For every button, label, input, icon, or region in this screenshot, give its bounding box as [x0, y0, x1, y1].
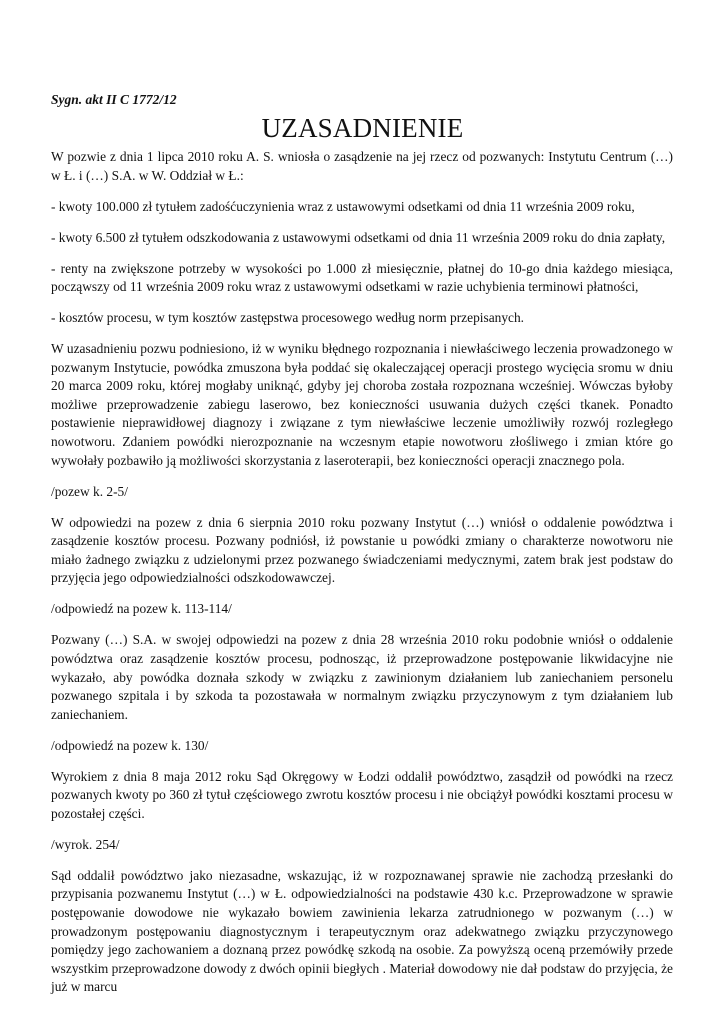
claim-item-annuity: - renty na zwiększone potrzeby w wysokości po 1.000 zł miesięcznie, płatnej do 10-go dnia każdego miesiąca, począwszy od 11 września 2009 roku wraz z ustawowymi odsetkami w razie uchybienia terminowi płatności, — [51, 260, 673, 295]
response-paragraph-institute: W odpowiedzi na pozew z dnia 6 sierpnia 2010 roku pozwany Instytut (…) wniósł o oddalenie powództwa i zasądzenie kosztów procesu. Pozwany podniósł, iż powstanie u powódki zmiany o charakterze nowotworu nie miało żadnego związku z udzielonymi przez pozwanego świadczeniami medycznymi, zatem brak jest podstaw do przyjęcia jego odpowiedzialności odszkodowawczej. — [51, 514, 673, 586]
reference-note: /odpowiedź na pozew k. 130/ — [51, 737, 209, 753]
case-signature: Sygn. akt II C 1772/12 — [51, 92, 177, 107]
document-body — [51, 148, 673, 1009]
response-paragraph-insurer: Pozwany (…) S.A. w swojej odpowiedzi na pozew z dnia 28 września 2010 roku podobnie wniósł o oddalenie powództwa oraz zasądzenie kosztów procesu, podnosząc, iż przeprowadzone postępowanie likwidacyjne nie wykazało, aby powódka doznała szkody w związku z zawinionym działaniem lub zaniechaniem personelu pozwanego szpitala i by szkoda ta pozostawała w normalnym związku przyczynowym z tym działaniem lub zaniechaniem. — [51, 632, 673, 722]
claim-item-compensation: - kwoty 100.000 zł tytułem zadośćuczynienia wraz z ustawowymi odsetkami od dnia 11 września 2009 roku, — [51, 198, 635, 214]
reference-note: /wyrok. 254/ — [51, 836, 120, 852]
claim-item-costs: - kosztów procesu, w tym kosztów zastępstwa procesowego według norm przepisanych. — [51, 310, 525, 326]
justification-paragraph: W uzasadnieniu pozwu podniesiono, iż w wyniku błędnego rozpoznania i niewłaściwego leczenia prowadzonego w pozwanym Instytucie, powódka zmuszona była poddać się okaleczającej operacji prostego wycięcia sromu w dniu 20 marca 2009 roku, której mogłaby uniknąć, gdyby jej choroba została rozpoznana wcześniej. Wówczas byłoby możliwe przeprowadzenie zabiegu laserowo, bez konieczności usuwania dużych części tkanek. Ponadto postawienie nieprawidłowej diagnozy i związane z tym niewłaściwe leczenie umożliwiły rozwój rozległego nowotworu. Zdaniem powódki nierozpoznanie na wczesnym etapie nowotworu złośliwego i zmian które go wywołały pozbawiło ją możliwości skorzystania z laseroterapii, bez konieczności operacji znacznego pola. — [51, 341, 673, 468]
document-title: UZASADNIENIE — [261, 113, 464, 143]
reference-note: /pozew k. 2-5/ — [51, 483, 128, 499]
intro-paragraph: W pozwie z dnia 1 lipca 2010 roku A. S. wniosła o zasądzenie na jej rzecz od pozwanych: Instytutu Centrum (…) w Ł. i (…) S.A. w W. Oddział w Ł.: — [51, 149, 673, 183]
judgment-paragraph: Wyrokiem z dnia 8 maja 2012 roku Sąd Okręgowy w Łodzi oddalił powództwo, zasądził od powódki na rzecz pozwanych kwoty po 360 zł tytuł częściowego zwrotu kosztów procesu i nie obciążył powódki kosztami procesu w pozostałej części. — [51, 768, 673, 821]
court-reasoning-paragraph: Sąd oddalił powództwo jako niezasadne, wskazując, iż w rozpoznawanej sprawie nie zachodzą przesłanki do przypisania pozwanemu Instytut (…) w Ł. odpowiedzialności na podstawie 430 k.c. Przeprowadzone w sprawie postępowanie dowodowe nie wykazało bowiem zawinienia lekarza zatrudnionego w pozwanym (…) w prowadzonym postępowaniu diagnostycznym i terapeutycznym oraz adekwatnego związku przyczynowego pomiędzy jego zachowaniem a doznaną przez powódkę szkodą na osobie. Za powyższą oceną przemówiły przede wszystkim przeprowadzone dowody z dwóch opinii biegłych . Materiał dowodowy nie dał podstaw do przyjęcia, że już w marcu — [51, 867, 673, 995]
claim-item-damages: - kwoty 6.500 zł tytułem odszkodowania z ustawowymi odsetkami od dnia 11 września 2009 roku do dnia zapłaty, — [51, 229, 666, 245]
reference-note: /odpowiedź na pozew k. 113-114/ — [51, 601, 232, 617]
